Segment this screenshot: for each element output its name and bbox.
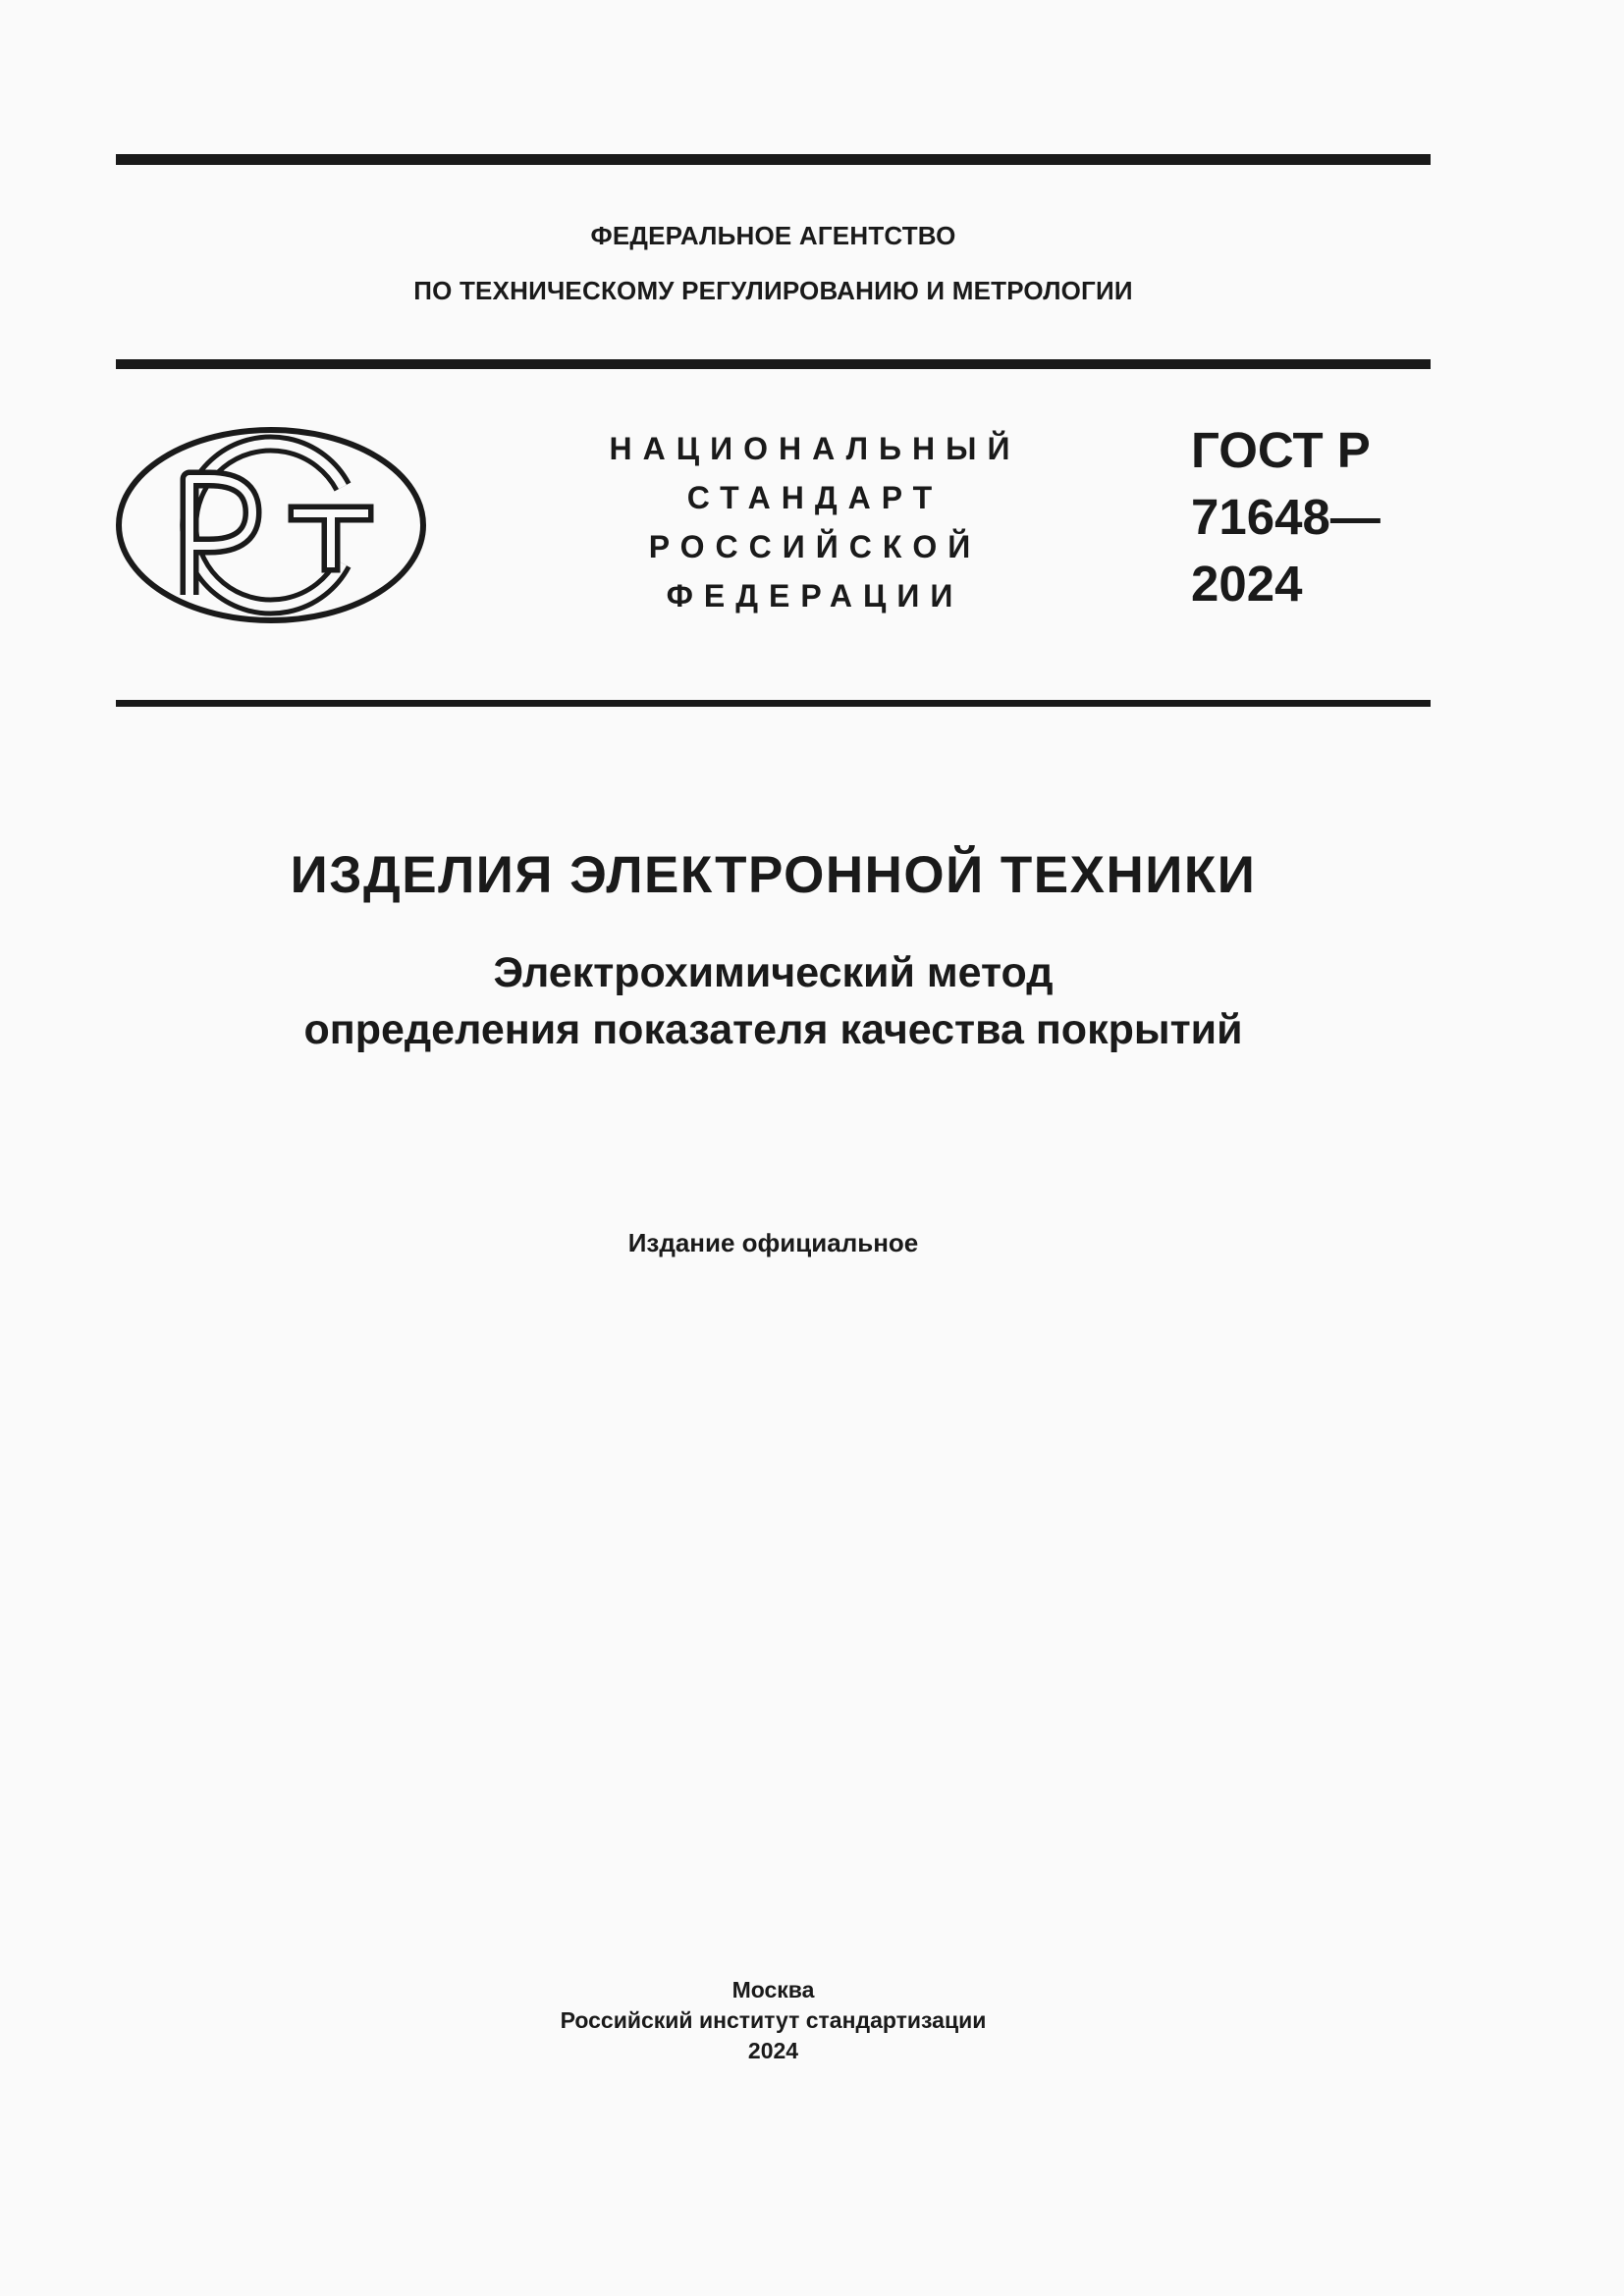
document-subtitle-line-2: определения показателя качества покрытий [303, 1006, 1243, 1053]
document-title: ИЗДЕЛИЯ ЭЛЕКТРОННОЙ ТЕХНИКИ [290, 846, 1257, 904]
footer-year: 2024 [747, 2038, 799, 2063]
standard-type-line-1: НАЦИОНАЛЬНЫЙ [609, 431, 1021, 466]
edition-note: Издание официальное [627, 1228, 919, 1257]
agency-line-1: ФЕДЕРАЛЬНОЕ АГЕНТСТВО [590, 221, 956, 250]
document-subtitle-line-1: Электрохимический метод [493, 949, 1054, 996]
standard-type-line-3: РОССИЙСКОЙ [648, 529, 982, 564]
footer-city: Москва [731, 1977, 815, 2002]
designation-line-2: 71648— [1191, 489, 1380, 545]
agency-line-2: ПО ТЕХНИЧЕСКОМУ РЕГУЛИРОВАНИЮ И МЕТРОЛОГИИ [413, 276, 1133, 305]
standard-designation [1191, 417, 1380, 617]
standard-type-block [550, 424, 1080, 620]
standard-type-line-2: СТАНДАРТ [686, 480, 944, 515]
footer-publisher: Российский институт стандартизации [560, 2007, 987, 2033]
designation-line-3: 2024 [1191, 556, 1303, 612]
designation-line-1: ГОСТ Р [1191, 422, 1371, 478]
title-divider-rule [116, 700, 1431, 707]
rst-certification-mark-icon [115, 426, 427, 624]
top-rule [116, 154, 1431, 165]
standard-type-line-4: ФЕДЕРАЦИИ [666, 578, 964, 614]
header-divider-rule [116, 359, 1431, 369]
